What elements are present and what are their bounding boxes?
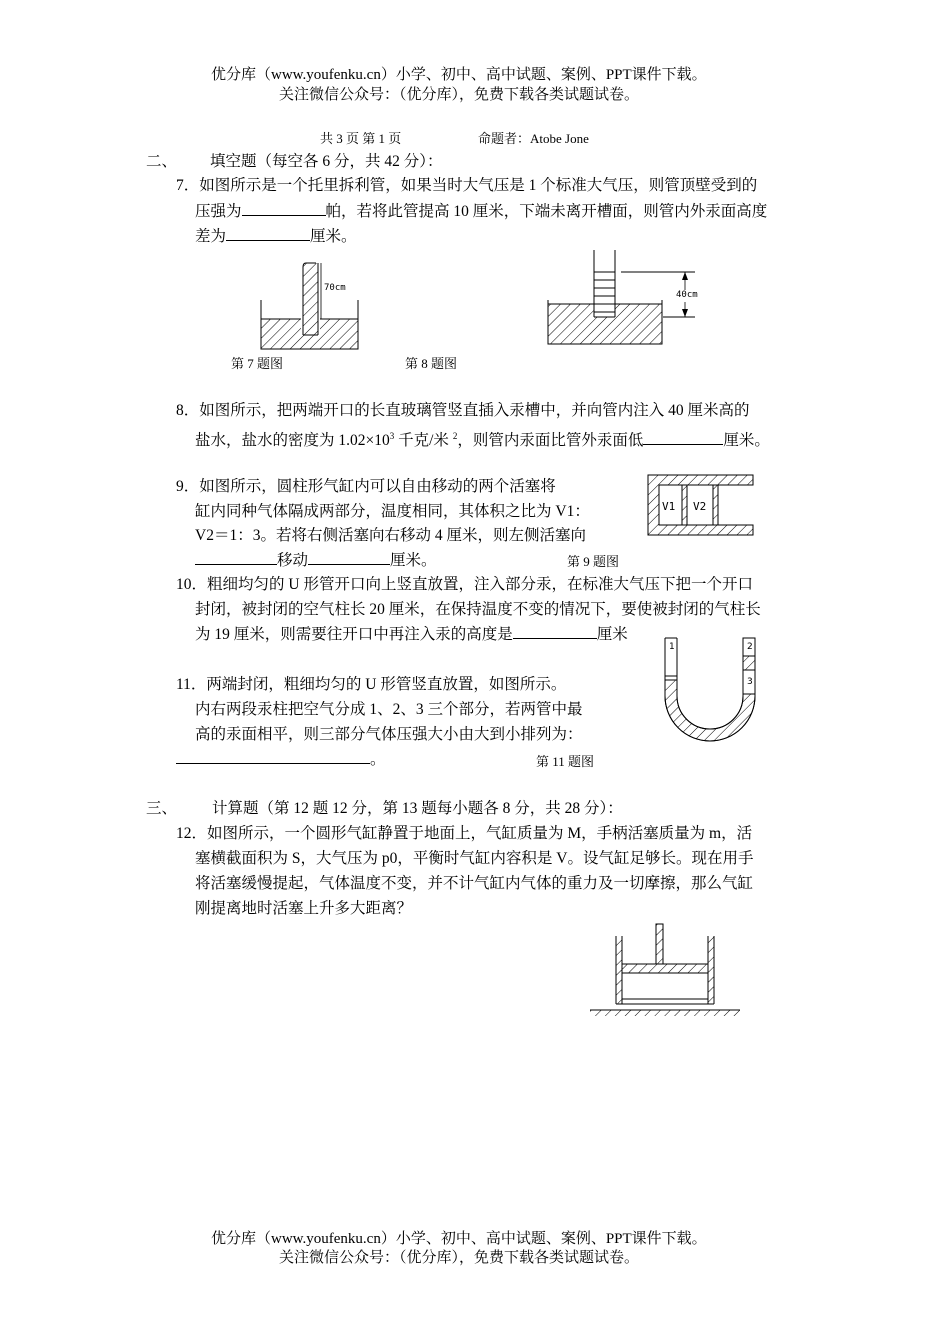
figure-7-torricelli-tube [255, 255, 365, 355]
figure-11-u-tube [660, 636, 766, 748]
fig11-label-1: 1 [669, 642, 675, 652]
fig9-caption: 第 9 题图 [567, 554, 620, 569]
q8-text: 千克/米 [394, 432, 453, 450]
q9-line-1: 9．如图所示，圆柱形气缸内可以自由移动的两个活塞将 [176, 478, 556, 495]
section-2-number: 二、 [146, 153, 178, 170]
q8-exponent-2: 2 [452, 431, 458, 441]
fig7-caption: 第 7 题图 [231, 356, 284, 371]
section-3-number: 三、 [146, 800, 178, 817]
fig8-caption: 第 8 题图 [405, 356, 458, 371]
q11-line-3: 高的汞面相平，则三部分气体压强大小由大到小排列为： [195, 726, 583, 743]
q11-line-4 [176, 746, 386, 773]
page-count: 共 3 页 第 1 页 [320, 131, 402, 146]
fig8-height-label: 40cm [676, 290, 698, 300]
q11-blank[interactable] [176, 749, 370, 764]
q12-line-3: 将活塞缓慢提起，气体温度不变，并不计气缸内气体的重力及一切摩擦，那么气缸 [195, 875, 754, 892]
q10-line-1: 10．粗细均匀的 U 形管开口向上竖直放置，注入部分汞，在标准大气压下把一个开口 [176, 576, 753, 593]
author: 命题者：Atobe Jone [478, 131, 589, 146]
q9-line-4 [195, 547, 437, 574]
q8-blank[interactable] [643, 430, 723, 445]
fig9-v1-label: V1 [662, 500, 676, 513]
q11-line-2: 内右两段汞柱把空气分成 1、2、3 三个部分，若两管中最 [195, 701, 583, 718]
figure-12-cylinder-on-ground [590, 922, 740, 1022]
q7-text: 厘米。 [310, 228, 357, 245]
q9-blank-2[interactable] [308, 550, 390, 565]
fig11-label-3: 3 [747, 677, 753, 687]
q9-blank-1[interactable] [195, 550, 277, 565]
q12-line-2: 塞横截面积为 S，大气压为 p0，平衡时气缸内容积是 V。设气缸足够长。现在用手 [195, 850, 754, 867]
fig9-v2-label: V2 [693, 500, 707, 513]
q8-exponent: 3 [389, 431, 395, 441]
q7-text: 差为 [195, 228, 227, 245]
q7-line-1: 7．如图所示是一个托里拆利管，如果当时大气压是 1 个标准大气压，则管顶壁受到的 [176, 177, 758, 194]
q7-line-2 [195, 198, 767, 225]
q9-text: 厘米。 [390, 552, 437, 569]
section-2-title: 填空题（每空各 6 分，共 42 分）： [210, 153, 443, 170]
header-line-2: 关注微信公众号：（优分库），免费下载各类试题试卷。 [279, 87, 640, 103]
q10-blank[interactable] [513, 624, 597, 639]
fig7-height-label: 70cm [324, 283, 346, 293]
q10-line-2: 封闭，被封闭的空气柱长 20 厘米，在保持温度不变的情况下，要使被封闭的气柱长 [195, 601, 761, 618]
q7-text: 压强为 [195, 203, 242, 220]
q8-line-1: 8．如图所示，把两端开口的长直玻璃管竖直插入汞槽中，并向管内注入 40 厘米高的 [176, 402, 750, 419]
q11-line-1: 11．两端封闭，粗细均匀的 U 形管竖直放置，如图所示。 [176, 676, 567, 693]
q9-line-3: V2＝1：3。若将右侧活塞向右移动 4 厘米，则左侧活塞向 [195, 527, 586, 544]
q7-blank-2[interactable] [226, 226, 310, 241]
q7-line-3 [195, 223, 357, 250]
q8-text: ，则管内汞面比管外汞面低 [457, 432, 644, 450]
q7-blank-1[interactable] [242, 201, 326, 216]
header-line-1: 优分库（www.youfenku.cn）小学、初中、高中试题、案例、PPT课件下载。 [211, 67, 707, 83]
q8-line-2 [195, 423, 770, 454]
q10-line-3 [195, 621, 628, 648]
figure-8-tube-in-trough [545, 250, 705, 350]
q9-line-2: 缸内同种气体隔成两部分，温度相同，其体积之比为 V1： [195, 503, 590, 520]
q10-text: 厘米 [596, 626, 628, 643]
footer-line-2: 关注微信公众号：（优分库），免费下载各类试题试卷。 [279, 1250, 640, 1266]
fig11-label-2: 2 [747, 642, 753, 652]
footer-line-1: 优分库（www.youfenku.cn）小学、初中、高中试题、案例、PPT课件下载。 [211, 1231, 707, 1247]
q11-text: 。 [370, 751, 386, 768]
q12-line-4: 刚提离地时活塞上升多大距离？ [195, 900, 413, 917]
q9-text: 移动 [277, 552, 309, 569]
section-3-title: 计算题（第 12 题 12 分，第 13 题每小题各 8 分，共 28 分）： [212, 800, 623, 817]
q10-text: 为 19 厘米，则需要往开口中再注入汞的高度是 [195, 626, 513, 643]
q8-text: 盐水，盐水的密度为 1.02×10 [195, 432, 390, 450]
q8-text: 厘米。 [723, 432, 770, 450]
q7-text: 帕，若将此管提高 10 厘米，下端未离开槽面，则管内外汞面高度 [325, 203, 768, 220]
q12-line-1: 12．如图所示，一个圆形气缸静置于地面上，气缸质量为 M，手柄活塞质量为 m，活 [176, 825, 753, 842]
fig11-caption: 第 11 题图 [536, 754, 595, 769]
